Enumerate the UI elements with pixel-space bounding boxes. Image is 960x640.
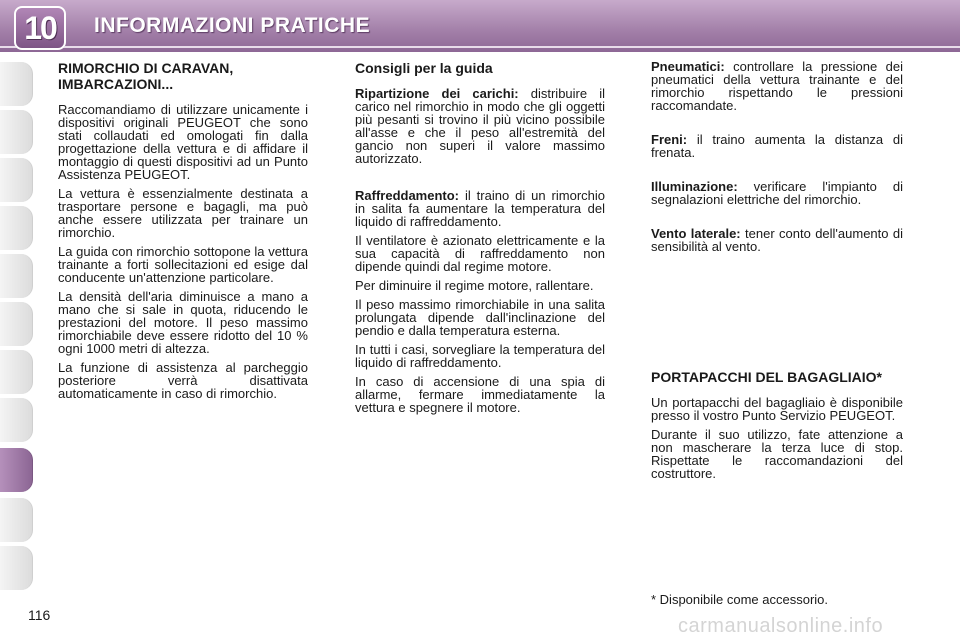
chapter-tab[interactable] bbox=[0, 254, 33, 298]
paragraph-cooling bbox=[355, 189, 605, 228]
lead-label: Ripartizione dei carichi: bbox=[355, 86, 519, 101]
paragraph: Durante il suo utilizzo, fate attenzione a non mascherare la terza luce di stop. Rispettate le raccomandazioni del costruttore. bbox=[651, 427, 903, 481]
chapter-tab[interactable] bbox=[0, 206, 33, 250]
chapter-tab[interactable] bbox=[0, 158, 33, 202]
paragraph-tyres bbox=[651, 60, 903, 112]
column-driving-tips bbox=[355, 60, 605, 420]
paragraph: In caso di accensione di una spia di allarme, fermare immediatamente la vettura e spegnere il motore. bbox=[355, 374, 605, 415]
section-heading-driving-tips: Consigli per la guida bbox=[355, 60, 493, 76]
paragraph-crosswind bbox=[651, 227, 903, 253]
paragraph: La densità dell'aria diminuisce a mano a mano che si sale in quota, riducendo le prestazioni del motore. Il peso massimo rimorchiabile deve essere ridotto del 10 % ogni 1000 metri di altezza. bbox=[58, 289, 308, 356]
chapter-tabs bbox=[0, 62, 34, 582]
chapter-tab-active[interactable] bbox=[0, 448, 33, 492]
footnote: * Disponibile come accessorio. bbox=[651, 592, 829, 607]
lead-label: Vento laterale: bbox=[651, 226, 741, 241]
chapter-tab[interactable] bbox=[0, 62, 33, 106]
header-divider bbox=[0, 46, 960, 48]
column-roof-rack bbox=[651, 369, 903, 486]
column-caravan bbox=[58, 60, 308, 406]
lead-label: Raffreddamento: bbox=[355, 188, 460, 203]
paragraph: Un portapacchi del bagagliaio è disponibile presso il vostro Punto Servizio PEUGEOT. bbox=[651, 395, 903, 423]
paragraph: Raccomandiamo di utilizzare unicamente i dispositivi originali PEUGEOT che sono stati collaudati ed omologati fin dalla progettazione della vettura e di affidare il montaggio di questi dispositivi ad un Punto Assistenza PEUGEOT. bbox=[58, 102, 308, 182]
paragraph-text: il traino aumenta la distanza di frenata. bbox=[651, 132, 903, 160]
paragraph: Per diminuire il regime motore, rallentare. bbox=[355, 278, 594, 293]
chapter-badge bbox=[14, 6, 66, 50]
paragraph: La vettura è essenzialmente destinata a trasportare persone e bagagli, ma può anche essere utilizzata per trainare un rimorchio. bbox=[58, 186, 308, 240]
paragraph: Il peso massimo rimorchiabile in una salita prolungata dipende dall'inclinazione del pendio e dalla temperatura esterna. bbox=[355, 297, 605, 338]
paragraph-text: distribuire il carico nel rimorchio in modo che gli oggetti più pesanti si trovino il più vicino possibile all'asse e che il peso all'estremità del gancio non superi il valore massimo autorizzato. bbox=[355, 86, 605, 166]
chapter-tab[interactable] bbox=[0, 110, 33, 154]
column-checks bbox=[651, 60, 903, 259]
paragraph: La guida con rimorchio sottopone la vettura trainante a forti sollecitazioni ed esige dal conducente un'attenzione particolare. bbox=[58, 244, 308, 285]
chapter-tab[interactable] bbox=[0, 398, 33, 442]
paragraph-load-distribution bbox=[355, 87, 605, 165]
lead-label: Pneumatici: bbox=[651, 59, 725, 74]
paragraph: Il ventilatore è azionato elettricamente e la sua capacità di raffreddamento non dipende quindi dal regime motore. bbox=[355, 233, 605, 274]
paragraph-lighting bbox=[651, 180, 903, 206]
paragraph: La funzione di assistenza al parcheggio posteriore verrà disattivata automaticamente in caso di rimorchio. bbox=[58, 360, 308, 401]
watermark: carmanualsonline.info bbox=[678, 615, 884, 637]
chapter-tab[interactable] bbox=[0, 546, 33, 590]
chapter-tab[interactable] bbox=[0, 302, 33, 346]
paragraph: In tutti i casi, sorvegliare la temperatura del liquido di raffreddamento. bbox=[355, 342, 605, 370]
chapter-tab[interactable] bbox=[0, 350, 33, 394]
chapter-number: 10 bbox=[24, 10, 56, 46]
paragraph-brakes bbox=[651, 133, 903, 159]
page-number: 116 bbox=[28, 607, 51, 623]
paragraph-text: controllare la pressione dei pneumatici della vettura trainante e del rimorchio rispettando le pressioni raccomandate. bbox=[651, 59, 903, 113]
lead-label: Illuminazione: bbox=[651, 179, 738, 194]
section-heading-caravan: RIMORCHIO DI CARAVAN, IMBARCAZIONI... bbox=[58, 60, 234, 92]
page-title: INFORMAZIONI PRATICHE bbox=[94, 14, 371, 37]
chapter-tab[interactable] bbox=[0, 498, 33, 542]
paragraph-text: verificare l'impianto di segnalazioni elettriche del rimorchio. bbox=[651, 179, 903, 207]
paragraph-text: tener conto dell'aumento di sensibilità al vento. bbox=[651, 226, 903, 254]
paragraph-text: il traino di un rimorchio in salita fa aumentare la temperatura del liquido di raffreddamento. bbox=[355, 188, 605, 229]
section-heading-roof-rack: PORTAPACCHI DEL BAGAGLIAIO* bbox=[651, 369, 883, 385]
lead-label: Freni: bbox=[651, 132, 688, 147]
